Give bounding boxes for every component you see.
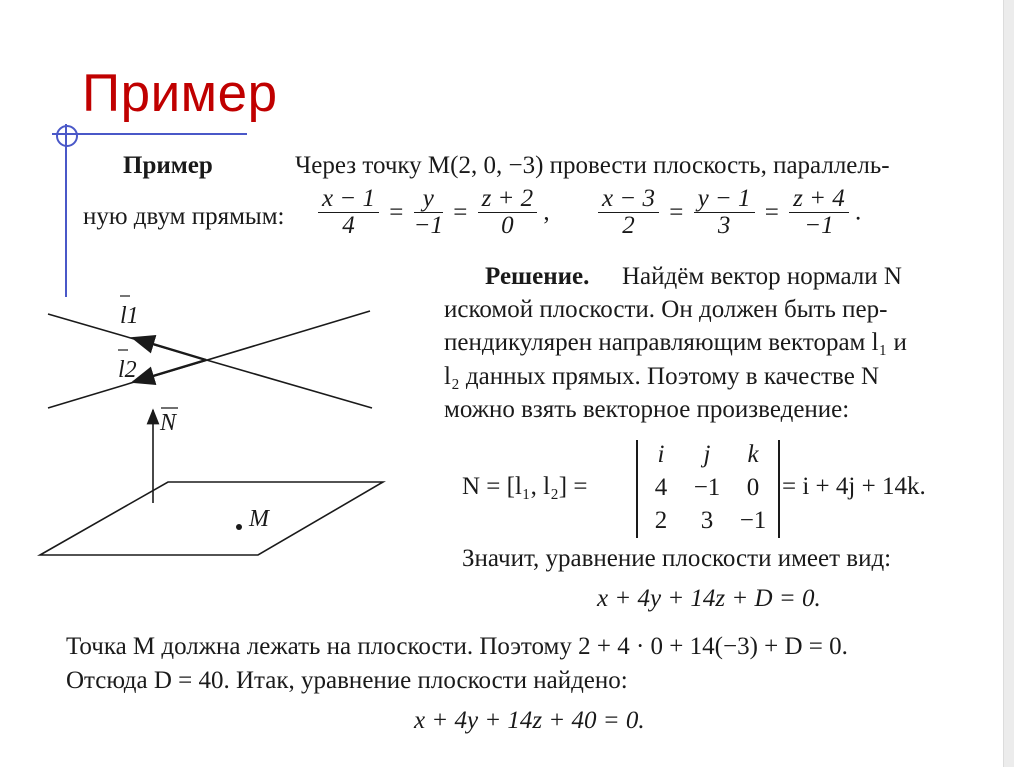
label-l1: l1 <box>120 303 139 329</box>
matrix-cell: −1 <box>739 507 767 534</box>
matrix-cell: 0 <box>746 474 760 501</box>
plane-parallelogram <box>40 482 383 555</box>
solution-line-5: можно взять векторное произведение: <box>444 396 850 423</box>
cross-product-lhs: N = [l₁, l₂] = <box>462 473 588 500</box>
matrix-cell: k <box>747 441 759 468</box>
solution-label: Решение. <box>485 263 590 290</box>
matrix-cell: 4 <box>654 474 668 501</box>
general-plane-equation: x + 4y + 14z + D = 0. <box>597 585 821 612</box>
problem-line-1: Через точку M(2, 0, −3) провести плоскость, параллель- <box>295 152 890 179</box>
problem-label: Пример <box>123 152 213 179</box>
matrix-cell: 2 <box>654 507 668 534</box>
final-plane-equation: x + 4y + 14z + 40 = 0. <box>414 707 645 734</box>
solution-line-1: Найдём вектор нормали N <box>622 263 902 290</box>
label-N: N <box>160 410 177 436</box>
solution-line-6: Значит, уравнение плоскости имеет вид: <box>462 545 892 572</box>
conclusion-line-1: Точка M должна лежать на плоскости. Поэтому 2 + 4 · 0 + 14(−3) + D = 0. <box>66 633 848 660</box>
cross-product-rhs: = i + 4j + 14k. <box>782 473 926 500</box>
eq1-frac-2: $\frac{y}{-1}$ <box>413 185 443 239</box>
solution-line-2: искомой плоскости. Он должен быть пер- <box>444 296 888 323</box>
point-m-dot <box>236 524 242 530</box>
eq1-frac-3: $\frac{z + 2}{0}$ <box>478 186 538 239</box>
conclusion-line-2: Отсюда D = 40. Итак, уравнение плоскости найдено: <box>66 667 628 694</box>
matrix-cell: i <box>657 441 665 468</box>
eq2-frac-2: $\frac{y - 1}{3}$ <box>694 186 755 239</box>
eq1-frac-1: $\frac{x - 1}{4}$ <box>318 186 379 239</box>
slide-title: Пример <box>82 64 278 123</box>
matrix-cell: −1 <box>693 474 721 501</box>
matrix-cell: j <box>703 441 711 468</box>
problem-line-2-prefix: ную двум прямым: <box>83 203 285 230</box>
solution-line-3: пендикулярен направляющим векторам l₁ и <box>444 329 907 356</box>
label-l2: l2 <box>118 357 137 383</box>
label-M: M <box>249 506 269 532</box>
eq2-frac-1: $\frac{x - 3}{2}$ <box>598 186 659 239</box>
vector-l1-arrow <box>133 338 206 360</box>
line-equation-1: $\frac{x - 1}{4}$ = $\frac{y}{-1}$ = $\frac{z + 2}{0}$ , <box>318 186 550 239</box>
solution-line-4: l₂ данных прямых. Поэтому в качестве N <box>444 363 880 390</box>
vector-l2-arrow <box>133 360 206 382</box>
eq2-frac-3: $\frac{z + 4}{-1}$ <box>789 186 849 239</box>
matrix-cell: 3 <box>700 507 714 534</box>
line-equation-2: $\frac{x - 3}{2}$ = $\frac{y - 1}{3}$ = $\frac{z + 4}{-1}$ . <box>598 186 861 239</box>
